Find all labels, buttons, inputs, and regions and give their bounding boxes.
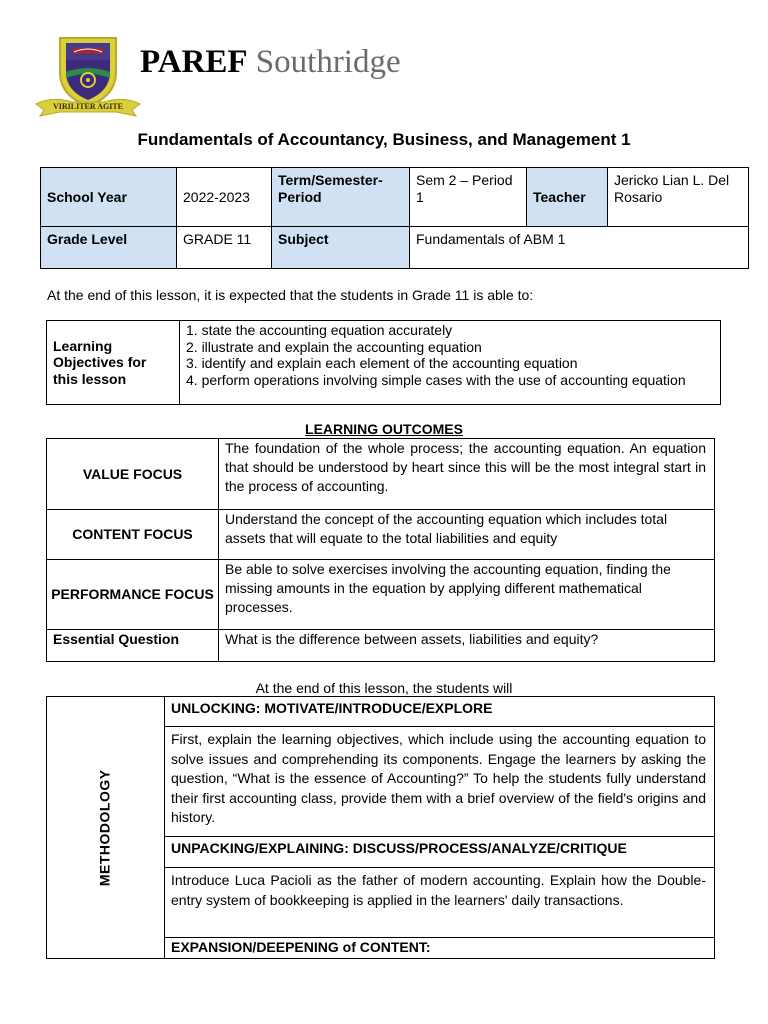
methodology-label: METHODOLOGY bbox=[96, 768, 113, 886]
subject-label: Subject bbox=[272, 227, 410, 269]
essential-question-text: What is the difference between assets, liabilities and equity? bbox=[219, 630, 715, 662]
brand-wordmark bbox=[140, 44, 401, 81]
brand-name-bold: PAREF bbox=[140, 44, 248, 80]
course-info-table bbox=[40, 167, 749, 269]
term-value: Sem 2 – Period 1 bbox=[410, 168, 527, 227]
grade-level-label: Grade Level bbox=[41, 227, 177, 269]
grade-level-value: GRADE 11 bbox=[177, 227, 272, 269]
objective-item: 4. perform operations involving simple cases with the use of accounting equation bbox=[186, 371, 686, 388]
objectives-label: Learning Objectives for this lesson bbox=[47, 321, 180, 405]
unpacking-text: Introduce Luca Pacioli as the father of modern accounting. Explain how the Double-entry system of bookkeeping is applied in the learners' daily transactions. bbox=[165, 868, 715, 938]
school-crest-logo bbox=[32, 34, 144, 118]
objectives-list bbox=[180, 321, 721, 405]
performance-focus-text: Be able to solve exercises involving the accounting equation, finding the missing amounts in the equation by applying different mathematical processes. bbox=[219, 560, 715, 630]
brand-name-light: Southridge bbox=[255, 44, 401, 80]
learning-outcomes-table bbox=[46, 438, 715, 662]
essential-question-label: Essential Question bbox=[47, 630, 219, 662]
learning-objectives-table bbox=[46, 320, 721, 405]
unlocking-heading: UNLOCKING: MOTIVATE/INTRODUCE/EXPLORE bbox=[165, 697, 715, 727]
lesson-intro-text: At the end of this lesson, it is expected that the students in Grade 11 is able to: bbox=[47, 287, 534, 303]
document-title: Fundamentals of Accountancy, Business, and Management 1 bbox=[137, 130, 631, 149]
performance-focus-label: PERFORMANCE FOCUS bbox=[47, 560, 219, 630]
content-focus-text: Understand the concept of the accounting equation which includes total assets that will equate to the total liabilities and equity bbox=[219, 510, 715, 560]
methodology-table bbox=[46, 696, 715, 959]
learning-outcomes-heading: LEARNING OUTCOMES bbox=[305, 421, 463, 437]
motto-text: VIRILITER AGITE bbox=[52, 102, 124, 111]
content-focus-label: CONTENT FOCUS bbox=[47, 510, 219, 560]
teacher-label: Teacher bbox=[527, 168, 608, 227]
school-year-value: 2022-2023 bbox=[177, 168, 272, 227]
unlocking-text: First, explain the learning objectives, which include using the accounting equation to solve issues and comprehending its components. Engage the learners by asking the question, “What is the essence of Accounting?” To help the students fully understand their first accounting class, provide them with a brief overview of the field's origins and history. bbox=[165, 727, 715, 837]
school-year-label: School Year bbox=[41, 168, 177, 227]
methodology-intro-text: At the end of this lesson, the students will bbox=[255, 680, 513, 696]
methodology-label-cell bbox=[47, 697, 165, 959]
unpacking-heading: UNPACKING/EXPLAINING: DISCUSS/PROCESS/ANALYZE/CRITIQUE bbox=[165, 837, 715, 868]
expansion-heading: EXPANSION/DEEPENING of CONTENT: bbox=[165, 938, 715, 959]
teacher-value: Jericko Lian L. Del Rosario bbox=[608, 168, 749, 227]
value-focus-text: The foundation of the whole process; the accounting equation. An equation that should be understood by heart since this will be the most integral start in the process of accounting. bbox=[219, 439, 715, 510]
value-focus-label: VALUE FOCUS bbox=[47, 439, 219, 510]
term-label: Term/Semester-Period bbox=[272, 168, 410, 227]
objective-item: 1. state the accounting equation accurately bbox=[186, 322, 453, 338]
subject-value: Fundamentals of ABM 1 bbox=[410, 227, 749, 269]
objective-item: 3. identify and explain each element of the accounting equation bbox=[186, 355, 578, 371]
objective-item: 2. illustrate and explain the accounting equation bbox=[186, 338, 482, 355]
